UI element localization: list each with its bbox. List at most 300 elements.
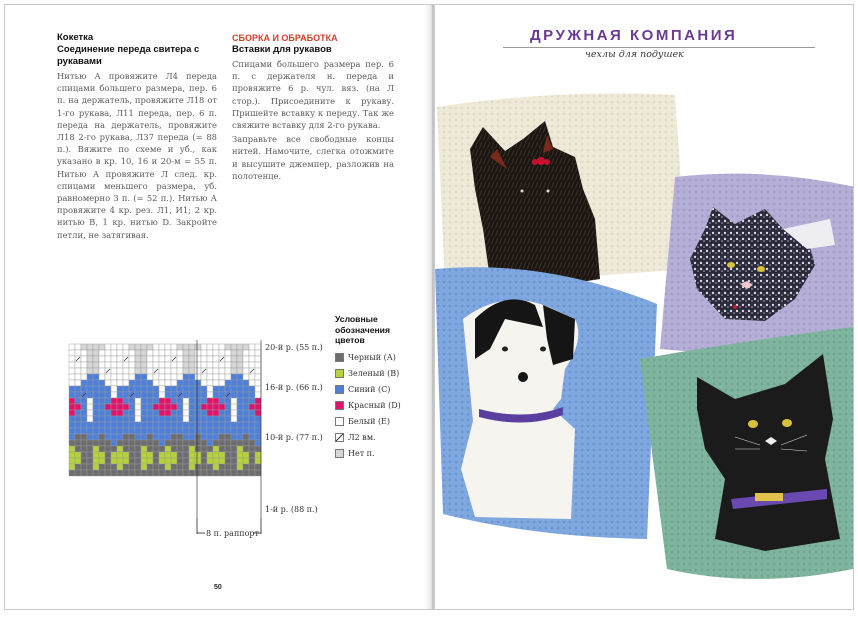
knitting-chart <box>65 340 335 554</box>
row-label-16: 16-й р. (66 п.) <box>265 383 323 392</box>
chart-cell <box>231 398 237 404</box>
chart-cell <box>153 470 159 476</box>
chart-cell <box>105 374 111 380</box>
chart-cell <box>195 386 201 392</box>
chart-cell <box>105 386 111 392</box>
chart-cell <box>141 392 147 398</box>
chart-cell <box>183 464 189 470</box>
chart-cell <box>213 356 219 362</box>
chart-cell <box>159 446 165 452</box>
chart-cell <box>93 422 99 428</box>
chart-cell <box>99 446 105 452</box>
chart-cell <box>135 374 141 380</box>
chart-cell <box>111 422 117 428</box>
chart-cell <box>111 434 117 440</box>
chart-cell <box>189 416 195 422</box>
chart-cell <box>219 368 225 374</box>
chart-cell <box>117 470 123 476</box>
chart-cell <box>75 416 81 422</box>
chart-cell <box>141 344 147 350</box>
chart-cell <box>111 344 117 350</box>
chart-cell <box>177 344 183 350</box>
chart-cell <box>75 344 81 350</box>
chart-cell <box>135 464 141 470</box>
chart-cell <box>225 416 231 422</box>
chart-cell <box>243 350 249 356</box>
chart-cell <box>93 374 99 380</box>
chart-cell <box>255 374 261 380</box>
chart-cell <box>153 392 159 398</box>
chart-cell <box>213 404 219 410</box>
chart-cell <box>117 350 123 356</box>
chart-cell <box>93 416 99 422</box>
chart-cell <box>255 344 261 350</box>
chart-cell <box>141 410 147 416</box>
chart-cell <box>159 452 165 458</box>
chart-cell <box>159 458 165 464</box>
chart-cell <box>237 428 243 434</box>
chart-cell <box>159 470 165 476</box>
chart-cell <box>189 344 195 350</box>
chart-cell <box>135 350 141 356</box>
chart-cell <box>213 374 219 380</box>
chart-cell <box>231 392 237 398</box>
legend-item-k2tog: Л2 вм. <box>335 430 415 446</box>
chart-cell <box>249 350 255 356</box>
legend-item-white: Белый (Е) <box>335 414 415 430</box>
chart-cell <box>147 350 153 356</box>
chart-cell <box>129 362 135 368</box>
chart-cell <box>177 464 183 470</box>
chart-cell <box>201 392 207 398</box>
chart-cell <box>255 404 261 410</box>
chart-cell <box>243 416 249 422</box>
chart-cell <box>225 422 231 428</box>
chart-cell <box>183 356 189 362</box>
chart-cell <box>237 368 243 374</box>
chart-cell <box>231 434 237 440</box>
chart-cell <box>195 470 201 476</box>
chart-cell <box>219 470 225 476</box>
chart-cell <box>231 446 237 452</box>
chart-cell <box>177 446 183 452</box>
chart-cell <box>189 404 195 410</box>
chart-cell <box>243 464 249 470</box>
chart-cell <box>165 416 171 422</box>
chart-cell <box>99 458 105 464</box>
chart-cell <box>183 404 189 410</box>
chart-cell <box>123 344 129 350</box>
chart-cell <box>195 428 201 434</box>
chart-cell <box>105 362 111 368</box>
chart-cell <box>189 428 195 434</box>
chart-cell <box>171 344 177 350</box>
chart-cell <box>255 362 261 368</box>
chart-cell <box>129 356 135 362</box>
chart-cell <box>75 458 81 464</box>
chart-cell <box>219 464 225 470</box>
chart-cell <box>231 428 237 434</box>
chart-cell <box>69 464 75 470</box>
chart-cell <box>75 452 81 458</box>
chart-cell <box>129 458 135 464</box>
chart-cell <box>243 470 249 476</box>
chart-cell <box>117 440 123 446</box>
chart-cell <box>177 410 183 416</box>
chart-cell <box>93 434 99 440</box>
chart-cell <box>171 428 177 434</box>
chart-cell <box>123 428 129 434</box>
chart-cell <box>219 374 225 380</box>
chart-cell <box>75 470 81 476</box>
chart-cell <box>99 368 105 374</box>
chart-cell <box>183 398 189 404</box>
chart-cell <box>135 452 141 458</box>
chart-cell <box>105 452 111 458</box>
chart-cell <box>147 416 153 422</box>
chart-cell <box>195 374 201 380</box>
chart-cell <box>171 380 177 386</box>
chart-cell <box>195 416 201 422</box>
chart-cell <box>135 422 141 428</box>
chart-cell <box>159 344 165 350</box>
chart-cell <box>87 422 93 428</box>
chart-cell <box>177 452 183 458</box>
chart-cell <box>177 434 183 440</box>
chart-cell <box>249 470 255 476</box>
chart-cell <box>123 362 129 368</box>
chart-cell <box>99 374 105 380</box>
chart-cell <box>147 362 153 368</box>
chart-cell <box>165 446 171 452</box>
chart-cell <box>201 470 207 476</box>
chart-cell <box>237 434 243 440</box>
chart-cell <box>141 422 147 428</box>
chart-cell <box>129 470 135 476</box>
chart-cell <box>201 356 207 362</box>
chart-cell <box>153 434 159 440</box>
chart-cell <box>111 452 117 458</box>
chart-cell <box>141 404 147 410</box>
chart-cell <box>123 434 129 440</box>
chart-cell <box>183 434 189 440</box>
chart-cell <box>81 440 87 446</box>
chart-cell <box>99 416 105 422</box>
chart-cell <box>123 404 129 410</box>
chart-cell <box>249 434 255 440</box>
chart-cell <box>231 416 237 422</box>
chart-cell <box>183 458 189 464</box>
chart-cell <box>225 434 231 440</box>
chart-cell <box>183 452 189 458</box>
chart-cell <box>231 374 237 380</box>
chart-cell <box>135 392 141 398</box>
chart-cell <box>81 416 87 422</box>
chart-cell <box>213 380 219 386</box>
chart-cell <box>189 380 195 386</box>
chart-cell <box>207 362 213 368</box>
chart-cell <box>135 434 141 440</box>
chart-cell <box>141 428 147 434</box>
chart-cell <box>147 368 153 374</box>
chart-cell <box>255 386 261 392</box>
chart-cell <box>123 386 129 392</box>
chart-cell <box>153 410 159 416</box>
chart-cell <box>141 380 147 386</box>
chart-cell <box>135 404 141 410</box>
chart-cell <box>243 410 249 416</box>
chart-cell <box>165 368 171 374</box>
chart-cell <box>195 380 201 386</box>
section-subtitle-inserts: Вставки для рукавов <box>232 44 332 55</box>
swatch-white <box>335 417 344 426</box>
chart-cell <box>165 356 171 362</box>
chart-cell <box>117 380 123 386</box>
chart-cell <box>171 350 177 356</box>
chart-cell <box>87 368 93 374</box>
chart-cell <box>213 416 219 422</box>
chart-cell <box>195 362 201 368</box>
chart-cell <box>147 428 153 434</box>
chart-cell <box>207 344 213 350</box>
chart-cell <box>135 380 141 386</box>
chart-cell <box>195 398 201 404</box>
chart-cell <box>207 350 213 356</box>
chart-cell <box>177 440 183 446</box>
chart-cell <box>117 416 123 422</box>
chart-cell <box>201 440 207 446</box>
chart-cell <box>243 422 249 428</box>
chart-cell <box>177 386 183 392</box>
chart-cell <box>129 398 135 404</box>
chart-cell <box>111 386 117 392</box>
chart-cell <box>153 344 159 350</box>
chart-cell <box>207 386 213 392</box>
chart-cell <box>225 446 231 452</box>
chart-cell <box>87 452 93 458</box>
chart-cell <box>237 398 243 404</box>
chart-cell <box>243 356 249 362</box>
chart-cell <box>99 464 105 470</box>
chart-cell <box>171 392 177 398</box>
chart-cell <box>213 428 219 434</box>
chart-cell <box>225 428 231 434</box>
chart-cell <box>99 362 105 368</box>
chart-cell <box>147 410 153 416</box>
chart-cell <box>117 428 123 434</box>
chart-cell <box>141 470 147 476</box>
chart-cell <box>99 440 105 446</box>
chart-cell <box>141 350 147 356</box>
section-subtitle-join: Соединение переда свитера с рукавами <box>57 44 200 67</box>
chart-cell <box>129 452 135 458</box>
chart-cell <box>231 458 237 464</box>
chart-cell <box>243 404 249 410</box>
chart-cell <box>99 470 105 476</box>
chart-cell <box>153 386 159 392</box>
chart-cell <box>237 464 243 470</box>
chart-cell <box>129 380 135 386</box>
chart-cell <box>183 422 189 428</box>
chart-cell <box>135 386 141 392</box>
chart-cell <box>81 422 87 428</box>
color-legend <box>335 314 415 462</box>
chart-cell <box>135 470 141 476</box>
chart-cell <box>219 362 225 368</box>
chart-cell <box>201 458 207 464</box>
chart-cell <box>183 446 189 452</box>
chart-cell <box>171 404 177 410</box>
chart-cell <box>183 440 189 446</box>
chart-cell <box>81 380 87 386</box>
chart-cell <box>159 410 165 416</box>
chart-cell <box>237 374 243 380</box>
chart-cell <box>225 458 231 464</box>
chart-cell <box>105 470 111 476</box>
chart-cell <box>201 386 207 392</box>
chart-cell <box>129 374 135 380</box>
chart-cell <box>225 356 231 362</box>
chart-cell <box>213 434 219 440</box>
row-label-1: 1-й р. (88 п.) <box>265 505 318 514</box>
chart-cell <box>225 386 231 392</box>
chart-cell <box>207 434 213 440</box>
chart-cell <box>111 368 117 374</box>
chart-cell <box>195 368 201 374</box>
chart-cell <box>225 464 231 470</box>
chart-cell <box>159 464 165 470</box>
chart-cell <box>135 416 141 422</box>
chart-cell <box>219 440 225 446</box>
chart-cell <box>117 386 123 392</box>
chart-grid <box>65 340 335 550</box>
chart-cell <box>141 416 147 422</box>
chart-cell <box>93 428 99 434</box>
chart-cell <box>75 374 81 380</box>
chart-cell <box>81 404 87 410</box>
chart-cell <box>87 350 93 356</box>
chart-cell <box>123 470 129 476</box>
chart-cell <box>165 386 171 392</box>
chart-cell <box>141 446 147 452</box>
chart-cell <box>225 380 231 386</box>
chart-cell <box>249 380 255 386</box>
chart-cell <box>81 374 87 380</box>
chart-cell <box>255 434 261 440</box>
chart-cell <box>111 350 117 356</box>
chart-cell <box>243 380 249 386</box>
chart-cell <box>147 434 153 440</box>
chart-cell <box>195 422 201 428</box>
chart-cell <box>99 398 105 404</box>
chart-cell <box>75 398 81 404</box>
chart-cell <box>201 344 207 350</box>
chart-cell <box>165 404 171 410</box>
chart-cell <box>87 386 93 392</box>
chart-cell <box>111 470 117 476</box>
chart-cell <box>255 440 261 446</box>
chart-cell <box>75 440 81 446</box>
chart-cell <box>105 440 111 446</box>
chart-cell <box>111 362 117 368</box>
chart-cell <box>255 428 261 434</box>
legend-item-blue: Синий (С) <box>335 382 415 398</box>
chart-cell <box>183 344 189 350</box>
chart-cell <box>183 368 189 374</box>
chart-cell <box>147 404 153 410</box>
chart-cell <box>87 416 93 422</box>
chart-cell <box>207 446 213 452</box>
title-rule <box>503 47 815 48</box>
chart-cell <box>105 422 111 428</box>
chart-cell <box>225 344 231 350</box>
chart-cell <box>123 368 129 374</box>
chart-cell <box>117 458 123 464</box>
chart-cell <box>117 446 123 452</box>
chart-cell <box>249 452 255 458</box>
chart-cell <box>237 380 243 386</box>
chart-cell <box>141 374 147 380</box>
chart-cell <box>213 464 219 470</box>
chart-cell <box>171 374 177 380</box>
chart-cell <box>189 398 195 404</box>
chart-cell <box>207 374 213 380</box>
chart-cell <box>87 380 93 386</box>
chart-cell <box>255 446 261 452</box>
chart-cell <box>225 452 231 458</box>
chart-cell <box>159 368 165 374</box>
chart-cell <box>249 374 255 380</box>
chart-cell <box>165 458 171 464</box>
chart-cell <box>111 356 117 362</box>
chart-cell <box>93 404 99 410</box>
chart-cell <box>237 356 243 362</box>
chart-cell <box>249 386 255 392</box>
chart-cell <box>201 428 207 434</box>
chart-cell <box>69 422 75 428</box>
chart-cell <box>69 428 75 434</box>
chart-cell <box>147 386 153 392</box>
chart-cell <box>105 410 111 416</box>
chart-cell <box>99 350 105 356</box>
chart-cell <box>189 386 195 392</box>
chart-cell <box>159 362 165 368</box>
chart-cell <box>153 446 159 452</box>
swatch-red <box>335 401 344 410</box>
chart-cell <box>243 398 249 404</box>
chart-cell <box>255 458 261 464</box>
chart-cell <box>189 422 195 428</box>
chart-cell <box>231 356 237 362</box>
chart-cell <box>231 404 237 410</box>
chart-cell <box>75 380 81 386</box>
chart-cell <box>177 416 183 422</box>
chart-cell <box>141 458 147 464</box>
chart-cell <box>225 374 231 380</box>
chart-cell <box>111 446 117 452</box>
chart-cell <box>99 422 105 428</box>
chart-cell <box>207 428 213 434</box>
chart-cell <box>135 428 141 434</box>
chart-cell <box>195 350 201 356</box>
chart-cell <box>147 392 153 398</box>
chart-cell <box>243 446 249 452</box>
chart-cell <box>111 404 117 410</box>
chart-cell <box>147 452 153 458</box>
chart-cell <box>219 410 225 416</box>
chart-cell <box>207 380 213 386</box>
chart-cell <box>129 428 135 434</box>
